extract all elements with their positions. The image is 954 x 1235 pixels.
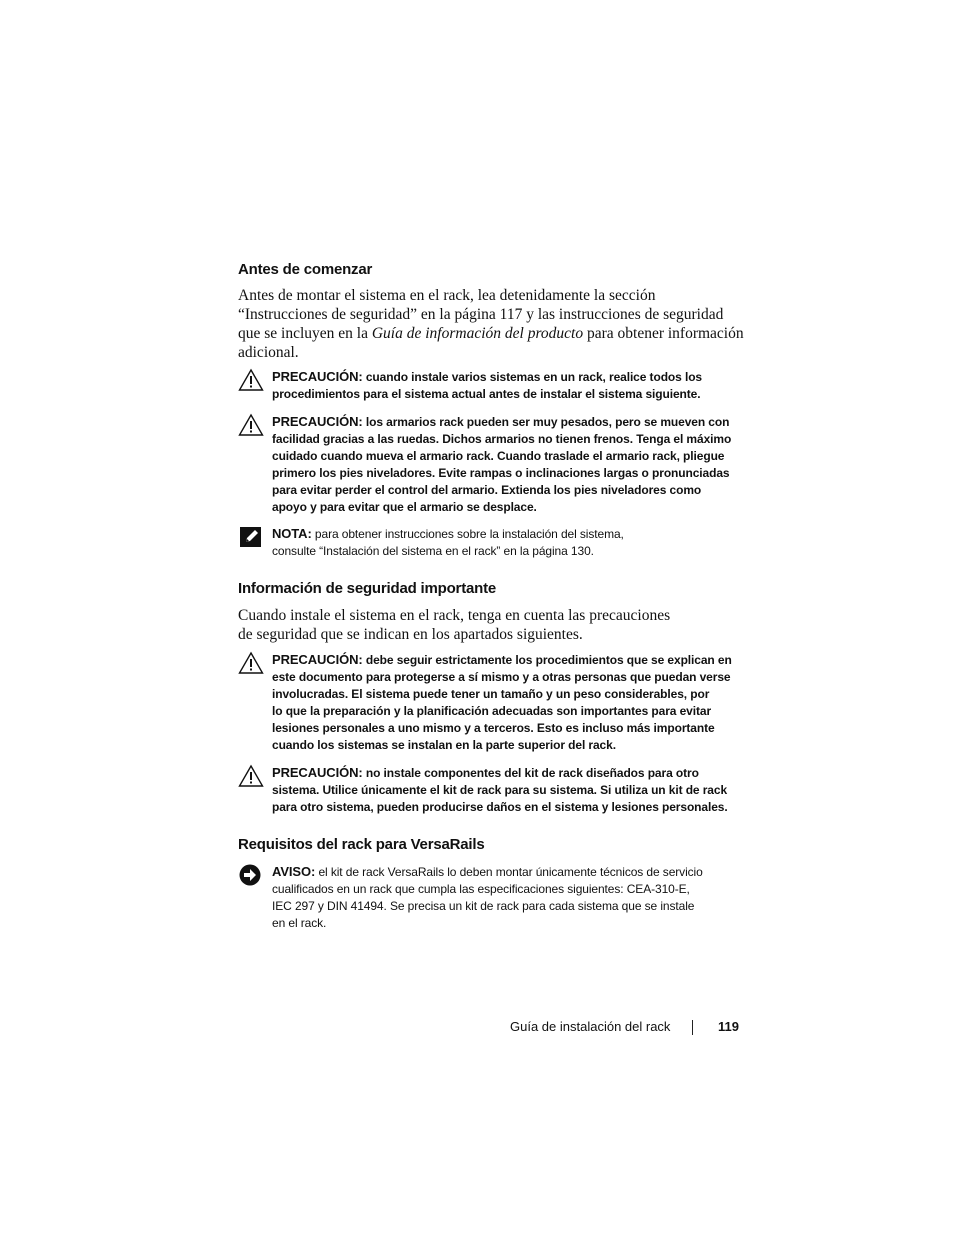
pencil-note-icon: [238, 525, 264, 549]
arrow-circle-notice-icon: [238, 863, 264, 887]
caution-block: [238, 764, 738, 816]
caution-block: [238, 413, 738, 516]
caution-line: lo que la preparación y la planificación adecuadas son importantes para evitar: [272, 704, 712, 718]
paragraph-line: Cuando instale el sistema en el rack, tenga en cuenta las precauciones: [238, 607, 671, 624]
caution-text: [272, 368, 738, 403]
page-number: 119: [718, 1019, 739, 1034]
caution-text: [272, 764, 738, 816]
note-label: NOTA:: [272, 526, 312, 541]
caution-label: PRECAUCIÓN:: [272, 369, 363, 384]
product-guide-title: Guía de información del producto: [371, 325, 584, 342]
paragraph-line: Antes de montar el sistema en el rack, lea detenidamente la sección: [238, 287, 656, 304]
footer-title: Guía de instalación del rack: [510, 1019, 671, 1034]
intro-paragraph: [238, 286, 744, 362]
section-heading-antes-de-comenzar: Antes de comenzar: [238, 261, 373, 278]
paragraph-line: [238, 324, 744, 343]
caution-line: para evitar perder el control del armario. Extienda los pies niveladores como: [272, 483, 702, 497]
notice-line: IEC 297 y DIN 41494. Se precisa un kit de rack para cada sistema que se instale: [272, 899, 695, 913]
footer-divider: [692, 1020, 693, 1035]
note-line: consulte “Instalación del sistema en el rack” en la página 130.: [272, 544, 594, 558]
caution-label: PRECAUCIÓN:: [272, 414, 363, 429]
caution-line: debe seguir estrictamente los procedimientos que se explican en: [362, 653, 732, 667]
paragraph-text: para obtener información: [583, 325, 744, 342]
note-text: [272, 525, 738, 560]
caution-line: cuidado cuando mueva el armario rack. Cuando traslade el armario rack, pliegue: [272, 449, 725, 463]
caution-line: involucradas. El sistema puede tener un tamaño y un peso considerables, por: [272, 687, 710, 701]
notice-line: el kit de rack VersaRails lo deben montar únicamente técnicos de servicio: [315, 865, 703, 879]
caution-line: cuando instale varios sistemas en un rack, realice todos los: [362, 370, 702, 384]
warning-triangle-icon: [238, 651, 264, 675]
notice-line: en el rack.: [272, 916, 327, 930]
caution-line: primero los pies niveladores. Evite rampas o inclinaciones largas o pronunciadas: [272, 466, 730, 480]
section-heading-informacion-seguridad: Información de seguridad importante: [238, 580, 497, 597]
notice-block: [238, 863, 738, 932]
safety-paragraph: [238, 606, 738, 644]
notice-label: AVISO:: [272, 864, 316, 879]
caution-line: apoyo y para evitar que el armario se desplace.: [272, 500, 537, 514]
paragraph-line: de seguridad que se indican en los apartados siguientes.: [238, 626, 583, 643]
caution-line: facilidad gracias a las ruedas. Dichos armarios no tienen frenos. Tenga el máximo: [272, 432, 732, 446]
caution-label: PRECAUCIÓN:: [272, 652, 363, 667]
warning-triangle-icon: [238, 764, 264, 788]
note-line: para obtener instrucciones sobre la instalación del sistema,: [311, 527, 624, 541]
section-heading-requisitos-rack: Requisitos del rack para VersaRails: [238, 836, 485, 853]
caution-text: [272, 651, 738, 754]
warning-triangle-icon: [238, 413, 264, 437]
caution-line: los armarios rack pueden ser muy pesados, pero se mueven con: [362, 415, 730, 429]
notice-line: cualificados en un rack que cumpla las especificaciones siguientes: CEA-310-E,: [272, 882, 690, 896]
note-block: [238, 525, 738, 560]
caution-line: no instale componentes del kit de rack diseñados para otro: [362, 766, 699, 780]
caution-line: procedimientos para el sistema actual antes de instalar el sistema siguiente.: [272, 387, 701, 401]
paragraph-text: que se incluyen en la: [238, 325, 372, 342]
caution-block: [238, 651, 738, 754]
caution-line: para otro sistema, pueden producirse daños en el sistema y lesiones personales.: [272, 800, 728, 814]
caution-line: cuando los sistemas se instalan en la parte superior del rack.: [272, 738, 616, 752]
caution-line: este documento para protegerse a sí mismo y a otras personas que puedan verse: [272, 670, 731, 684]
paragraph-line: adicional.: [238, 344, 299, 361]
caution-block: [238, 368, 738, 403]
caution-text: [272, 413, 738, 516]
caution-line: sistema. Utilice únicamente el kit de rack para su sistema. Si utiliza un kit de rack: [272, 783, 728, 797]
warning-triangle-icon: [238, 368, 264, 392]
notice-text: [272, 863, 738, 932]
caution-line: lesiones personales a uno mismo y a terceros. Esto es incluso más importante: [272, 721, 715, 735]
paragraph-line: “Instrucciones de seguridad” en la página 117 y las instrucciones de seguridad: [238, 306, 724, 323]
caution-label: PRECAUCIÓN:: [272, 765, 363, 780]
